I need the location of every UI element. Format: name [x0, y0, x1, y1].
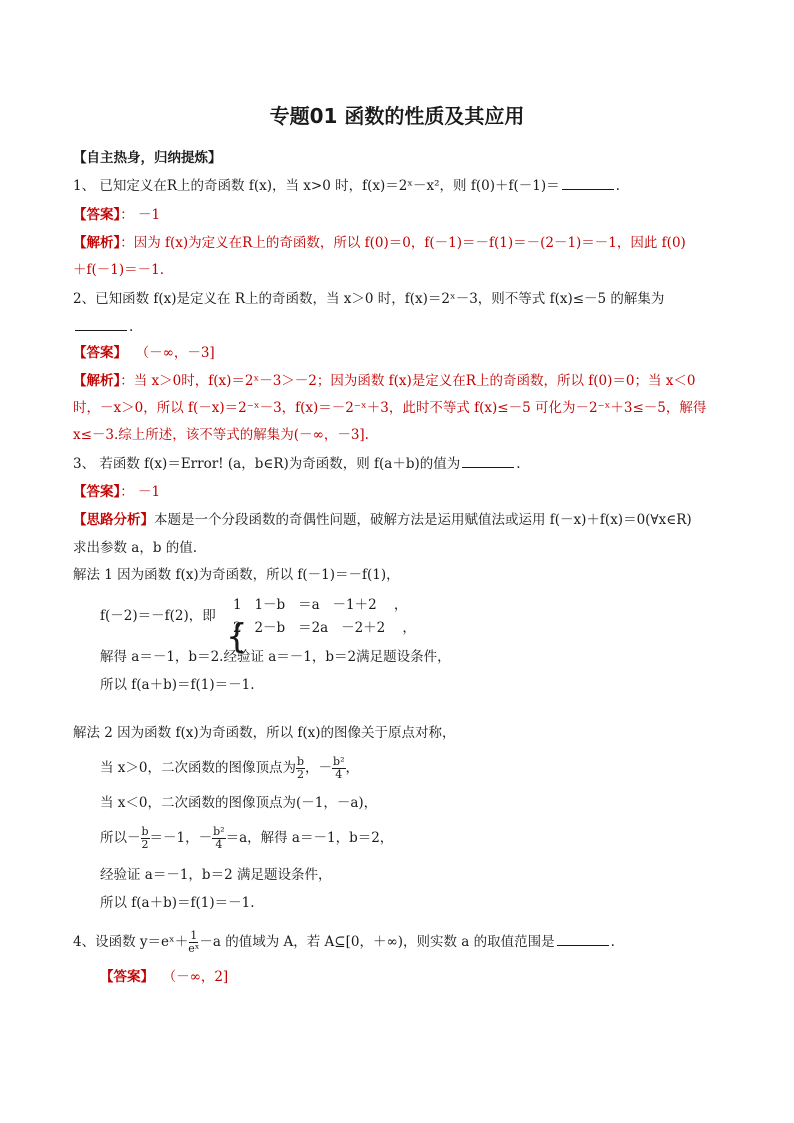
answer-3	[73, 483, 160, 501]
answer-blank	[462, 455, 514, 468]
idea-line-2: 求出参数 a，b 的值.	[73, 540, 198, 556]
text: ＝－1，－	[149, 830, 213, 846]
answer-tag: 【答案】	[73, 207, 121, 223]
numerator: b	[141, 825, 149, 838]
method-1-line-3: 解得 a＝－1，b＝2.经验证 a＝－1，b＝2满足题设条件，	[100, 649, 451, 665]
denominator: 4	[335, 768, 343, 781]
method-2-line-1: 解法 2 因为函数 f(x)为奇函数，所以 f(x)的图像关于原点对称，	[73, 725, 456, 741]
method-1-line-2: f(－2)＝－f(2)，即	[100, 608, 216, 624]
question-2: 2、已知函数 f(x)是定义在 R上的奇函数，当 x＞0 时，f(x)＝2ˣ－3，则不等式 f(x)≤－5 的解集为	[73, 291, 665, 307]
text: ，－	[305, 760, 333, 776]
fraction	[141, 826, 150, 851]
denominator: 2	[141, 838, 149, 851]
answer-value: ： －1	[120, 484, 161, 500]
method-2-line-2	[100, 756, 359, 781]
system-row-2: 2 2－b ＝2a －2＋2 ，	[233, 620, 416, 636]
question-4	[73, 930, 615, 955]
text: －a 的值域为 A，若 A⊆[0，＋∞)，则实数 a 的取值范围是	[199, 934, 555, 950]
text: ，	[345, 760, 359, 776]
method-2-line-3: 当 x＜0，二次函数的图像顶点为(－1，－a)，	[100, 795, 378, 811]
answer-value: （－∞，2]	[162, 969, 229, 985]
analysis-2-line-2: 时，－x＞0，所以 f(－x)＝2⁻ˣ－3，f(x)＝－2⁻ˣ＋3，此时不等式 f(x)≤－5 可化为－2⁻ˣ＋3≤－5，解得	[73, 400, 707, 416]
numerator: b	[297, 755, 305, 768]
answer-2	[73, 344, 215, 362]
period: .	[516, 456, 521, 472]
period: .	[610, 934, 615, 950]
denominator: 4	[215, 838, 223, 851]
period: .	[615, 178, 620, 194]
method-2-line-4	[100, 826, 393, 851]
text: 4、设函数 y＝eˣ＋	[73, 934, 189, 950]
idea-text: 本题是一个分段函数的奇偶性问题，破解方法是运用赋值法或运用 f(－x)＋f(x)＝0(∀x∈R)	[154, 512, 692, 528]
fraction	[296, 756, 305, 781]
method-1-line-4: 所以 f(a＋b)＝f(1)＝－1.	[100, 677, 255, 693]
system-brace: {	[226, 617, 248, 657]
analysis-tag: 【解析】	[73, 373, 121, 389]
answer-4	[100, 968, 228, 986]
text: ＝a，解得 a＝－1，b＝2，	[225, 830, 394, 846]
fraction	[188, 930, 199, 955]
method-2-line-5: 经验证 a＝－1，b＝2 满足题设条件，	[100, 867, 332, 883]
numerator: 1	[190, 929, 198, 942]
answer-blank	[557, 933, 609, 946]
numerator: b²	[213, 825, 225, 838]
question-1-text: 1、 已知定义在R上的奇函数 f(x)，当 x>0 时，f(x)＝2ˣ－x²，则 f(0)＋f(－1)＝	[73, 178, 560, 194]
numerator: b²	[333, 755, 345, 768]
page-title: 专题01 函数的性质及其应用	[269, 104, 525, 128]
answer-blank	[562, 177, 614, 190]
fraction	[212, 826, 225, 851]
question-3-text: 3、 若函数 f(x)＝Error! (a，b∈R)为奇函数，则 f(a＋b)的值为	[73, 456, 461, 472]
analysis-2-line-1	[73, 372, 695, 390]
answer-tag: 【答案】	[73, 345, 127, 361]
fraction	[332, 756, 345, 781]
question-3	[73, 455, 521, 473]
answer-value: （－∞，－3]	[135, 345, 215, 361]
denominator: eˣ	[188, 942, 200, 955]
answer-value: ： －1	[120, 207, 161, 223]
method-1-line-1: 解法 1 因为函数 f(x)为奇函数，所以 f(－1)＝－f(1)，	[73, 567, 400, 583]
text: 所以－	[100, 830, 141, 846]
question-1	[73, 177, 620, 195]
question-2-blank-line	[73, 318, 133, 336]
analysis-1-line-2: ＋f(－1)＝－1.	[73, 262, 164, 278]
analysis-2-line-3: x≤－3.综上所述，该不等式的解集为(－∞，－3].	[73, 427, 369, 443]
analysis-text: ：因为 f(x)为定义在R上的奇函数，所以 f(0)＝0，f(－1)＝－f(1)＝－(2－1)＝－1，因此 f(0)	[120, 235, 686, 251]
idea-line-1	[73, 511, 692, 529]
answer-1	[73, 206, 160, 224]
section-heading: 【自主热身，归纳提炼】	[73, 150, 222, 166]
analysis-text: ：当 x＞0时，f(x)＝2ˣ－3＞－2；因为函数 f(x)是定义在R上的奇函数，所以 f(0)＝0；当 x＜0	[120, 373, 696, 389]
analysis-1-line-1	[73, 234, 686, 252]
system-row-1: 1 1－b ＝a －1＋2 ，	[233, 597, 408, 613]
analysis-tag: 【解析】	[73, 235, 121, 251]
answer-blank	[75, 318, 127, 331]
idea-tag: 【思路分析】	[73, 512, 154, 528]
period: .	[129, 319, 134, 335]
text: 当 x＞0，二次函数的图像顶点为	[100, 760, 296, 776]
denominator: 2	[297, 768, 305, 781]
answer-tag: 【答案】	[100, 969, 154, 985]
answer-tag: 【答案】	[73, 484, 121, 500]
method-2-line-6: 所以 f(a＋b)＝f(1)＝－1.	[100, 895, 255, 911]
